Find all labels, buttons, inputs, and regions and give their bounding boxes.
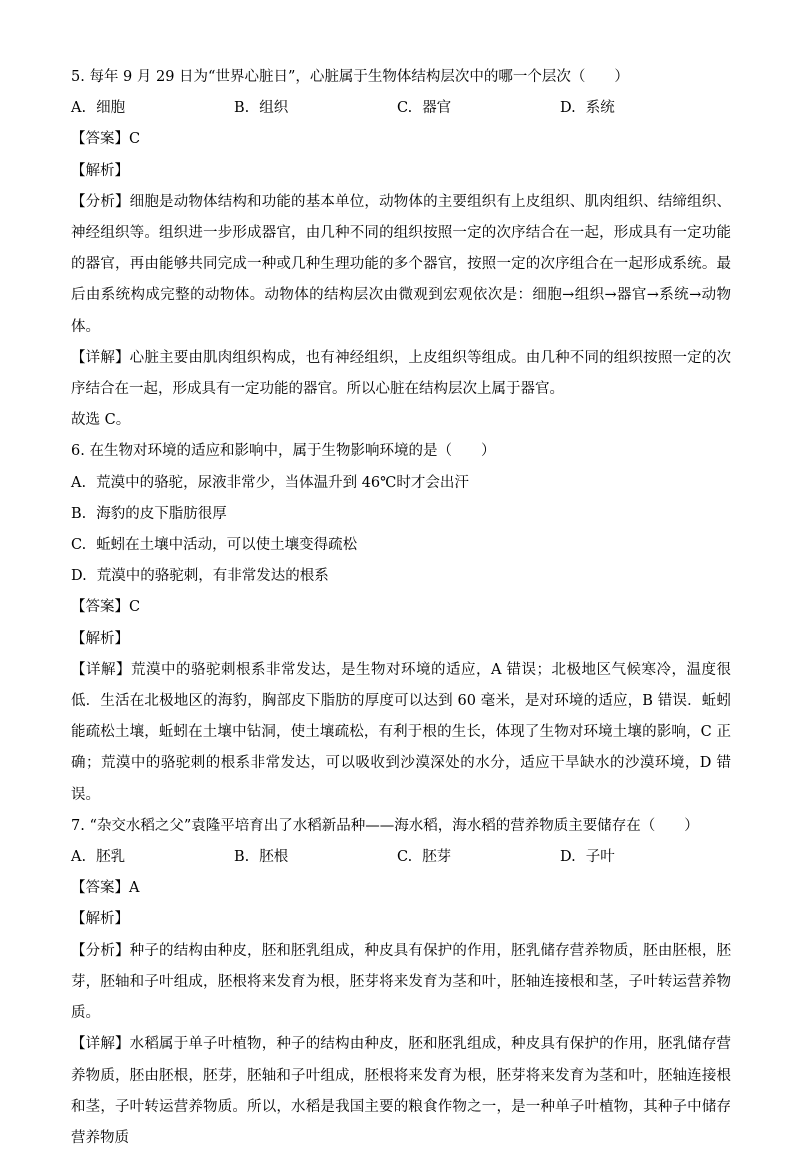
analysis-paragraph: 【分析】种子的结构由种皮，胚和胚乳组成，种皮具有保护的作用，胚乳储存营养物质，胚由胚根，胚芽，胚轴和子叶组成，胚根将来发育为根，胚芽将来发育为茎和叶，胚轴连接根和茎，子叶转运营养物质。 (71, 942, 731, 1022)
detail-paragraph: 【详解】心脏主要由肌肉组织构成，也有神经组织，上皮组织等组成。由几种不同的组织按照一定的次序结合在一起，形成具有一定功能的器官。所以心脏在结构层次上属于器官。 (71, 349, 731, 398)
question-stem: 6. 在生物对环境的适应和影响中，属于生物影响环境的是（ ） (71, 443, 496, 460)
page-content (71, 62, 731, 1154)
question-5 (71, 62, 731, 436)
option-d: D. 系统 (560, 100, 615, 117)
analysis-paragraph: 【分析】细胞是动物体结构和功能的基本单位，动物体的主要组织有上皮组织、肌肉组织、结缔组织、神经组织等。组织进一步形成器官，由几种不同的组织按照一定的次序结合在一起，形成具有一定功能的器官，再由能够共同完成一种或几种生理功能的多个器官，按照一定的次序组合在一起形成系统。最后由系统构成完整的动物体。动物体的结构层次由微观到宏观依次是：细胞→组织→器官→系统→动物体。 (71, 193, 731, 335)
option-b: B. 胚根 (234, 849, 289, 866)
option-c: C. 器官 (397, 100, 452, 117)
option-a: A. 细胞 (71, 100, 126, 117)
question-stem: 5. 每年 9 月 29 日为“世界心脏日”，心脏属于生物体结构层次中的哪一个层次（ ） (71, 69, 629, 85)
conclusion-line: 故选 C。 (71, 412, 131, 429)
answer-line: 【答案】C (71, 599, 141, 616)
option-a: A. 荒漠中的骆驼，尿液非常少，当体温升到 46℃时才会出汗 (71, 474, 469, 491)
detail-paragraph: 【详解】水稻属于单子叶植物，种子的结构由种皮，胚和胚乳组成，种皮具有保护的作用，胚乳储存营养物质，胚由胚根，胚芽，胚轴和子叶组成，胚根将来发育为根，胚芽将来发育为茎和叶，胚轴连接根和茎，子叶转运营养物质。所以，水稻是我国主要的粮食作物之一，是一种单子叶植物，其种子中储存营养物质 (71, 1036, 731, 1146)
analysis-label: 【解析】 (71, 630, 129, 647)
option-c: C. 胚芽 (397, 849, 452, 866)
question-6 (71, 436, 731, 810)
analysis-label: 【解析】 (71, 911, 129, 928)
option-row (71, 93, 731, 124)
option-c: C. 蚯蚓在土壤中活动，可以使土壤变得疏松 (71, 537, 358, 554)
option-d: D. 荒漠中的骆驼刺，有非常发达的根系 (71, 568, 329, 585)
option-b: B. 海豹的皮下脂肪很厚 (71, 505, 227, 522)
answer-line: 【答案】C (71, 131, 141, 148)
option-a: A. 胚乳 (71, 849, 126, 866)
question-7 (71, 811, 731, 1154)
option-d: D. 子叶 (560, 849, 615, 866)
option-b: B. 组织 (234, 100, 289, 117)
answer-line: 【答案】A (71, 880, 140, 897)
question-stem: 7. “杂交水稻之父”袁隆平培育出了水稻新品种——海水稻，海水稻的营养物质主要储存在（ ） (71, 817, 699, 834)
analysis-label: 【解析】 (71, 162, 129, 179)
option-row (71, 842, 731, 873)
detail-paragraph: 【详解】荒漠中的骆驼刺根系非常发达，是生物对环境的适应，A 错误；北极地区气候寒冷，温度很低．生活在北极地区的海豹，胸部皮下脂肪的厚度可以达到 60 毫米，是对环境的适应，B 错误．蚯蚓能疏松土壤，蚯蚓在土壤中钻洞，使土壤疏松，有利于根的生长，体现了生物对环境土壤的影响，C 正确；荒漠中的骆驼刺的根系非常发达，可以吸收到沙漠深处的水分，适应干旱缺水的沙漠环境，D 错误。 (71, 661, 731, 803)
